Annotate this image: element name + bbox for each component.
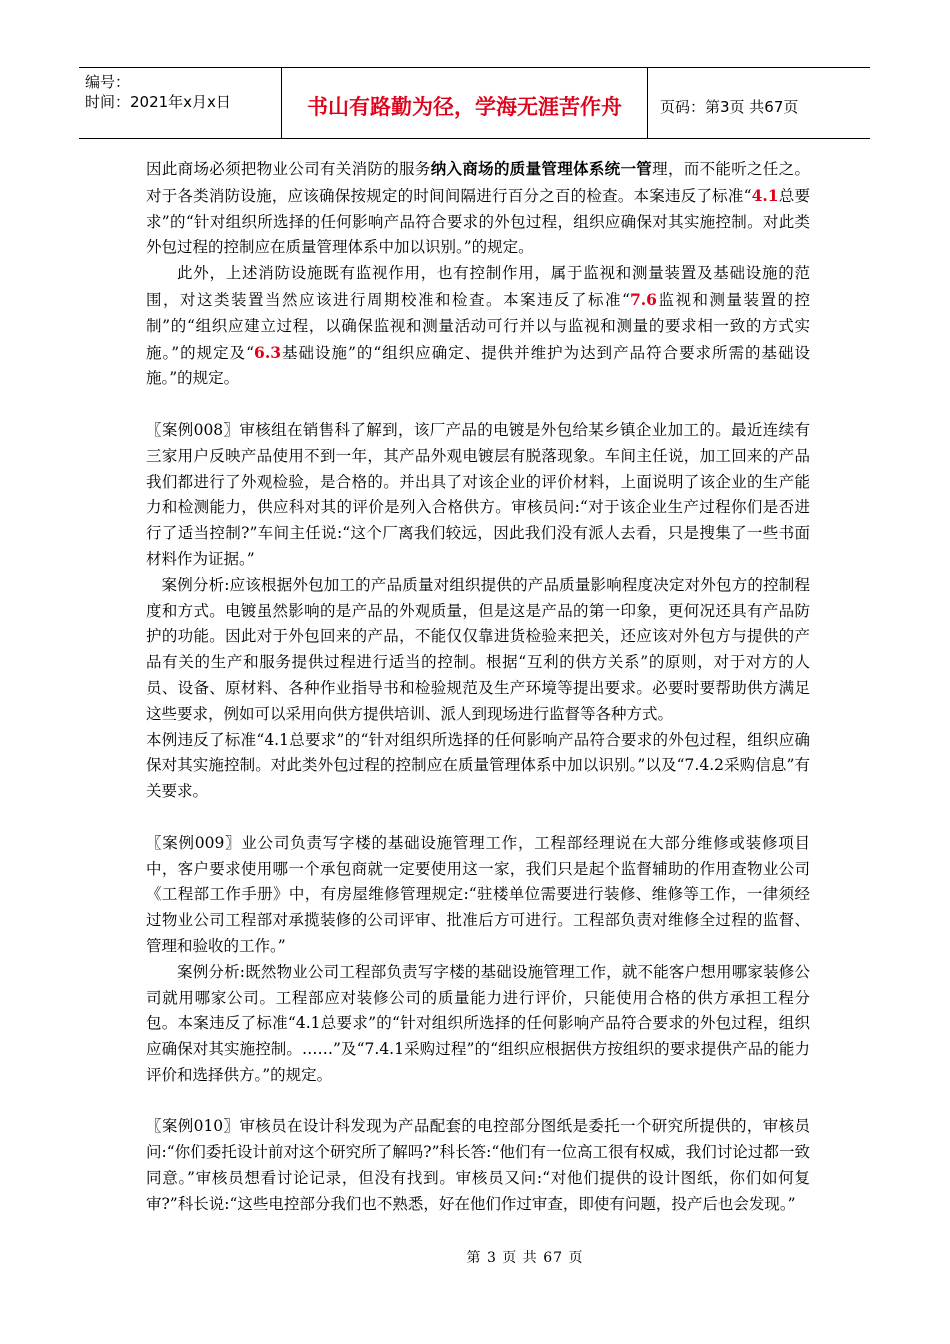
page-header: [79, 67, 870, 139]
paragraph-fire-service: 因此商场必须把物业公司有关消防的服务纳入商场的质量管理体系统一管理，而不能听之任之。对于各类消防设施，应该确保按规定的时间间隔进行百分之百的检查。本案违反了标准“4.1总要求”的“针对组织所选择的任何影响产品符合要求的外包过程，组织应确保对其实施控制。对此类外包过程的控制应在质量管理体系中加以识别。”的规定。: [146, 159, 810, 257]
paragraph-case-008-violation: 本例违反了标准“4.1总要求”的“针对组织所选择的任何影响产品符合要求的外包过程，组织应确保对其实施控制。对此类外包过程的控制应在质量管理体系中加以识别。”以及“7.4.2采购信息”有关要求。: [146, 730, 810, 801]
document-time-label: 时间：2021年x月x日: [85, 93, 231, 111]
document-body: [146, 156, 810, 1218]
document-number-label: 编号：: [85, 73, 131, 91]
paragraph-case-009-analysis: 案例分析:既然物业公司工程部负责写字楼的基础设施管理工作，就不能客户想用哪家装修公司就用哪家公司。工程部应对装修公司的质量能力进行评价，只能使用合格的供方承担工程分包。本案违反了标准“4.1总要求”的“针对组织所选择的任何影响产品符合要求的外包过程，组织应确保对其实施控制。……”及“7.4.1采购过程”的“组织应根据供方按组织的要求提供产品的能力评价和选择供方。”的规定。: [146, 962, 810, 1084]
paragraph-case-008: 〖案例008〗审核组在销售科了解到，该厂产品的电镀是外包给某乡镇企业加工的。最近连续有三家用户反映产品使用不到一年，其产品外观电镀层有脱落现象。车间主任说，加工回来的产品我们都进行了外观检验，是合格的。并出具了对该企业的评价材料，上面说明了该企业的生产能力和检测能力，供应科对其的评价是列入合格供方。审核员问:“对于该企业生产过程你们是否进行了适当控制?”车间主任说:“这个厂离我们较远，因此我们没有派人去看，只是搜集了一些书面材料作为证据。”: [146, 420, 810, 568]
paragraph-monitoring-devices: 此外，上述消防设施既有监视作用，也有控制作用，属于监视和测量装置及基础设施的范围，对这类装置当然应该进行周期校准和检查。本案违反了标准“7.6监视和测量装置的控制”的“组织应建立过程，以确保监视和测量活动可行并以与监视和测量的要求相一致的方式实施。”的规定及“6.3基础设施”的“组织应确定、提供并维护为达到产品符合要求所需的基础设施。”的规定。: [146, 264, 810, 388]
paragraph-case-009: 〖案例009〗业公司负责写字楼的基础设施管理工作，工程部经理说在大部分维修或装修项目中，客户要求使用哪一个承包商就一定要使用这一家，我们只是起个监督辅助的作用查物业公司《工程部工作手册》中，有房屋维修管理规定:“驻楼单位需要进行装修、维修等工作，一律须经过物业公司工程部对承揽装修的公司评审、批准后方可进行。工程部负责对维修全过程的监督、管理和验收的工作。”: [146, 833, 810, 955]
header-motto: 书山有路勤为径，学海无涯苦作舟: [282, 68, 648, 138]
header-meta: [79, 68, 282, 138]
header-page-code: 页码：第3页 共67页: [660, 97, 799, 116]
paragraph-case-010: 〖案例010〗审核员在设计科发现为产品配套的电控部分图纸是委托一个研究所提供的，审核员问:“你们委托设计前对这个研究所了解吗?”科长答:“他们有一位高工很有权威，我们讨论过都一致同意。”审核员想看讨论记录，但没有找到。审核员又问:“对他们提供的设计图纸，你们如何复审?”科长说:“这些电控部分我们也不熟悉，好在他们作过审查，即使有问题，投产后也会发现。”: [146, 1117, 810, 1213]
paragraph-case-008-analysis: 案例分析:应该根据外包加工的产品质量对组织提供的产品质量影响程度决定对外包方的控制程度和方式。电镀虽然影响的是产品的外观质量，但是这是产品的第一印象，更何况还具有产品防护的功能。因此对于外包回来的产品，不能仅仅靠进货检验来把关，还应该对外包方与提供的产品有关的生产和服务提供过程进行适当的控制。根据“互利的供方关系”的原则，对于对方的人员、设备、原材料、各种作业指导书和检验规范及生产环境等提出要求。必要时要帮助供方满足这些要求，例如可以采用向供方提供培训、派人到现场进行监督等各种方式。: [146, 575, 810, 723]
page-footer: 第 3 页 共 67 页: [466, 1250, 584, 1266]
